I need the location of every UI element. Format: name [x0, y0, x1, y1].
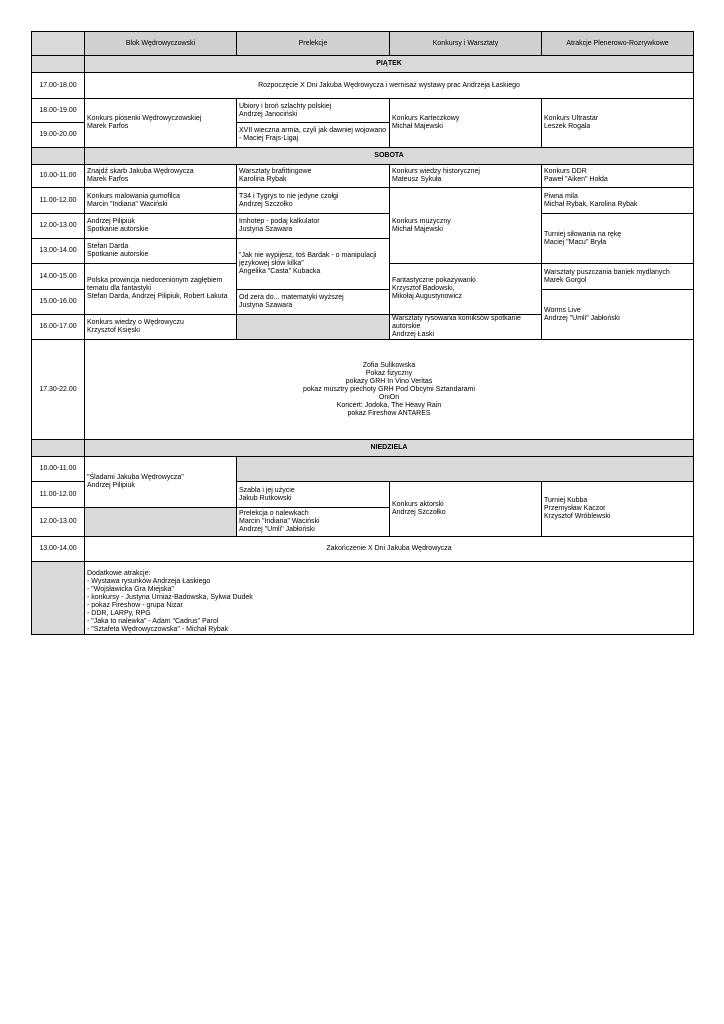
table-row [32, 188, 694, 214]
event-cell: Konkurs malowania gumofilca Marcin "Indiana" Waciński [85, 188, 237, 214]
time-cell: 12.00-13.00 [32, 508, 85, 537]
event-cell: Warsztaty rysowania komiksów spotkanie autorskie Andrzej Łaski [390, 315, 542, 340]
table-row [32, 340, 694, 440]
time-cell: 19.00-20.00 [32, 123, 85, 148]
event-cell: Ubiory i broń szlachty polskiej Andrzej Janociński [237, 99, 390, 123]
header-prelekcje: Prelekcje [237, 32, 390, 56]
day-row-saturday [32, 148, 694, 165]
empty-cell [237, 457, 694, 482]
empty-cell [85, 508, 237, 537]
event-cell: Stefan Darda Spotkanie autorskie [85, 239, 237, 264]
day-label-sunday: NIEDZIELA [85, 440, 694, 457]
time-cell: 11.00-12.00 [32, 188, 85, 214]
time-cell: 13.00-14.00 [32, 239, 85, 264]
table-row [32, 457, 694, 482]
event-cell: Imhotep - podaj kalkulator Justyna Szawara [237, 214, 390, 239]
event-cell: Konkurs Ultrastar Leszek Rogala [542, 99, 694, 148]
table-row [32, 537, 694, 562]
event-cell: Warsztaty brafittingowe Karolina Rybak [237, 165, 390, 188]
corner-cell [32, 32, 85, 56]
event-cell: Konkurs Karteczkowy Michał Majewski [390, 99, 542, 148]
event-cell: Turniej Kubba Przemysław Kaczor Krzysztof Wróblewski [542, 482, 694, 537]
event-cell: Konkurs wiedzy o Wędrowyczu Krzysztof Księski [85, 315, 237, 340]
header-atrakcje: Atrakcje Plenerowo-Rozrywkowe [542, 32, 694, 56]
time-cell: 10.00-11.00 [32, 165, 85, 188]
time-cell: 11.00-12.00 [32, 482, 85, 508]
event-cell: Warsztaty puszczania baniek mydlanych Marek Gorgol [542, 264, 694, 290]
header-row [32, 32, 694, 56]
day-label-saturday: SOBOTA [85, 148, 694, 165]
event-cell: Konkurs wiedzy historycznej Mateusz Sykuła [390, 165, 542, 188]
event-cell: Konkurs aktorski Andrzej Szczołko [390, 482, 542, 537]
event-cell: "Jak nie wypijesz, toś Bardak - o manipulacji językowej słów kilka" Angelika "Casta" Kubacka [237, 239, 390, 290]
day-row-friday [32, 56, 694, 73]
time-cell: 14.00-15.00 [32, 264, 85, 290]
time-cell: 15.00-16.00 [32, 290, 85, 315]
time-cell: 17.00-18.00 [32, 73, 85, 99]
event-cell: Od zera do... matematyki wyższej Justyna Szawara [237, 290, 390, 315]
event-cell: Konkurs DDR Paweł "Aiken" Hołda [542, 165, 694, 188]
day-row-sunday [32, 440, 694, 457]
time-cell: 18.00-19.00 [32, 99, 85, 123]
extras-list: Dodatkowe atrakcje: - Wystawa rysunków Andrzeja Łaskiego - "Wojsławicka Gra Miejska" - konkursy - Justyna Urniaż-Badowska, Sylwia Dudek - pokaz Fireshow - grupa Nizar - DDR, LARPy, RPG - "Jaka to nalewka" - Adam "Cadrus" Parol - "Sztafeta Wędrowyczowska" - Michał Rybak [85, 562, 694, 635]
empty-cell [237, 315, 390, 340]
event-cell: Szabla i jej użycie Jakub Rutkowski [237, 482, 390, 508]
header-blok: Blok Wędrowyczowski [85, 32, 237, 56]
event-cell: Znajdź skarb Jakuba Wędrowycza Marek Farfos [85, 165, 237, 188]
event-cell: Fantastyczne pokazywanki Krzysztof Badowski, Mikołaj Augustynowicz [390, 264, 542, 315]
event-cell: Konkurs piosenki Wędrowyczowskiej Marek Farfos [85, 99, 237, 148]
time-cell: 10.00-11.00 [32, 457, 85, 482]
opening-event: Rozpoczęcie X Dni Jakuba Wędrowycza i wernisaż wystawy prac Andrzeja Łaskiego [85, 73, 694, 99]
event-cell: Andrzej Pilipiuk Spotkanie autorskie [85, 214, 237, 239]
time-cell: 17.30-22.00 [32, 340, 85, 440]
table-row [32, 165, 694, 188]
event-cell: "Śladami Jakuba Wędrowycza" Andrzej Pilipiuk [85, 457, 237, 508]
event-cell: XVII wieczna armia, czyli jak dawniej wojowano - Maciej Frajs-Ligaj [237, 123, 390, 148]
extras-row [32, 562, 694, 635]
event-cell: Worms Live Andrzej "Umli" Jabłoński [542, 290, 694, 340]
event-cell: Turniej siłowania na rękę Maciej "Macu" Bryła [542, 214, 694, 264]
event-cell: T34 i Tygrys to nie jedyne czołgi Andrzej Szczołko [237, 188, 390, 214]
time-cell: 13.00-14.00 [32, 537, 85, 562]
event-cell: Prelekcja o nalewkach Marcin "Indiana" Waciński Andrzej "Umli" Jabłoński [237, 508, 390, 537]
day-label-friday: PIĄTEK [85, 56, 694, 73]
event-cell: Polska prowincja niedocenionym zagłębiem tematu dla fantastyki Stefan Darda, Andrzej Pilipiuk, Robert Łakuta [85, 264, 237, 315]
event-cell: Piwna mila Michał Rybak, Karolina Rybak [542, 188, 694, 214]
table-row [32, 99, 694, 123]
table-row [32, 73, 694, 99]
closing-event: Zakończenie X Dni Jakuba Wędrowycza [85, 537, 694, 562]
time-cell: 16.00-17.00 [32, 315, 85, 340]
evening-events: Zofia Sulikowska Pokaz fizyczny pokazy GRH In Vino Veritas pokaz musztry piechoty GRH Pod Obcymi Sztandarami OniOn Koncert: Jodoka, The Heavy Rain pokaz Fireshow ANTARES [85, 340, 694, 440]
table-row [32, 214, 694, 239]
time-cell: 12.00-13.00 [32, 214, 85, 239]
event-cell: Konkurs muzyczny Michał Majewski [390, 188, 542, 264]
header-konkursy: Konkursy i Warsztaty [390, 32, 542, 56]
schedule-table [31, 31, 694, 635]
